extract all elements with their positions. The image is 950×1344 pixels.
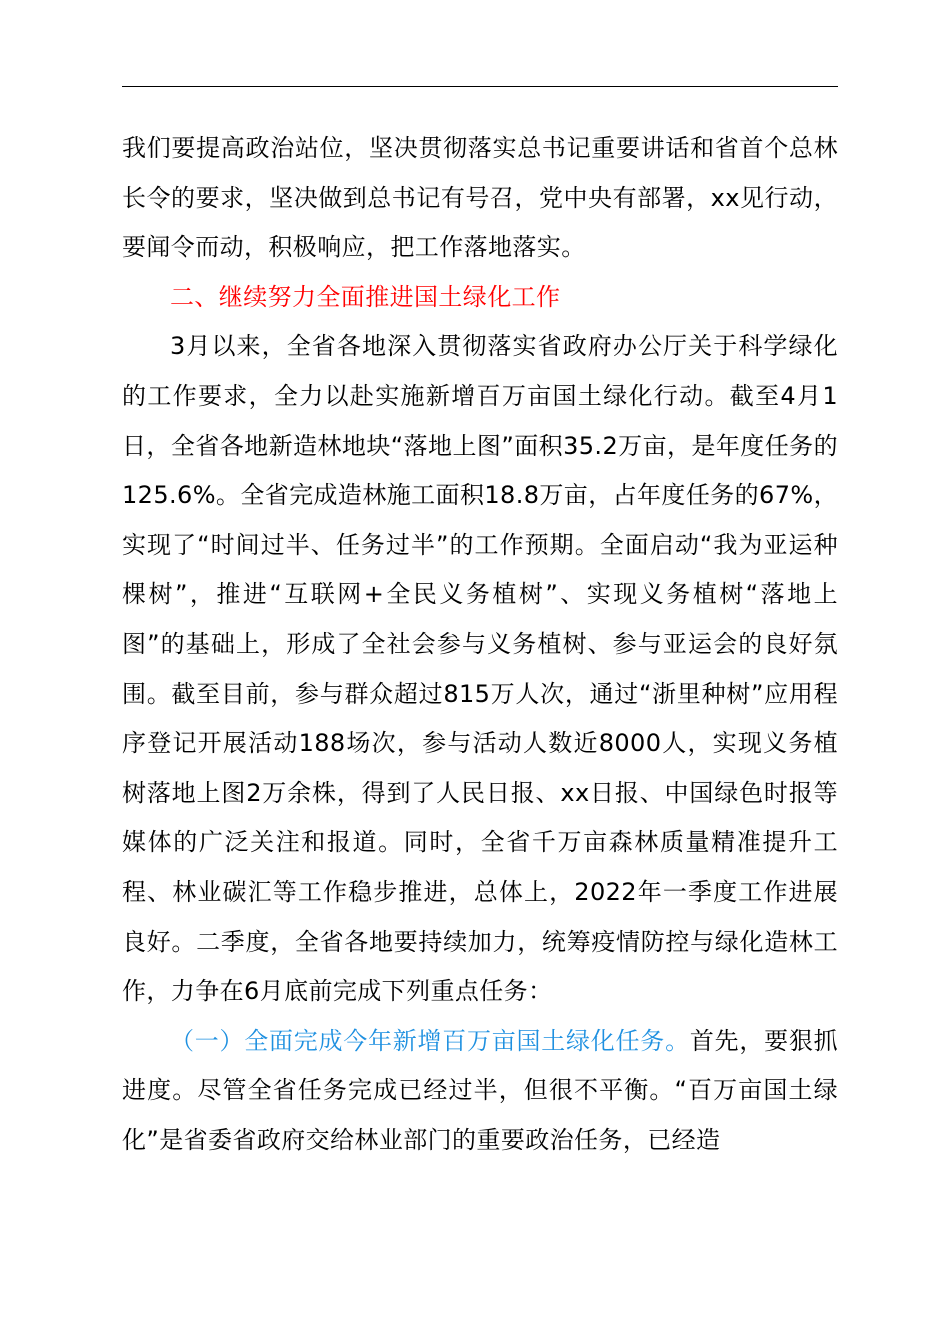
- subsection-heading: （一）全面完成今年新增百万亩国土绿化任务。: [170, 1026, 690, 1055]
- subsection-paragraph: [122, 1017, 838, 1166]
- body-paragraph: 我们要提高政治站位，坚决贯彻落实总书记重要讲话和省首个总林长令的要求，坚决做到总书记有号召，党中央有部署，xx见行动，要闻令而动，积极响应，把工作落地落实。: [122, 134, 838, 262]
- subsection-text: 首先，要狠抓进度。尽管全省任务完成已经过半，但很不平衡。“百万亩国土绿化”是省委省政府交给林业部门的重要政治任务，已经造: [122, 1026, 838, 1154]
- section-heading: 二、继续努力全面推进国土绿化工作: [170, 282, 561, 311]
- body-paragraph: 3月以来，全省各地深入贯彻落实省政府办公厅关于科学绿化的工作要求，全力以赴实施新增百万亩国土绿化行动。截至4月1日，全省各地新造林地块“落地上图”面积35.2万亩，是年度任务的125.6%。全省完成造林施工面积18.8万亩，占年度任务的67%，实现了“时间过半、任务过半”的工作预期。全面启动“我为亚运种棵树”，推进“互联网+全民义务植树”、实现义务植树“落地上图”的基础上，形成了全社会参与义务植树、参与亚运会的良好氛围。截至目前，参与群众超过815万人次，通过“浙里种树”应用程序登记开展活动188场次，参与活动人数近8000人，实现义务植树落地上图2万余株，得到了人民日报、xx日报、中国绿色时报等媒体的广泛关注和报道。同时，全省千万亩森林质量精准提升工程、林业碳汇等工作稳步推进，总体上，2022年一季度工作进展良好。二季度，全省各地要持续加力，统筹疫情防控与绿化造林工作，力争在6月底前完成下列重点任务：: [122, 332, 838, 1006]
- document-body: [122, 124, 838, 1165]
- header-rule: [122, 86, 838, 87]
